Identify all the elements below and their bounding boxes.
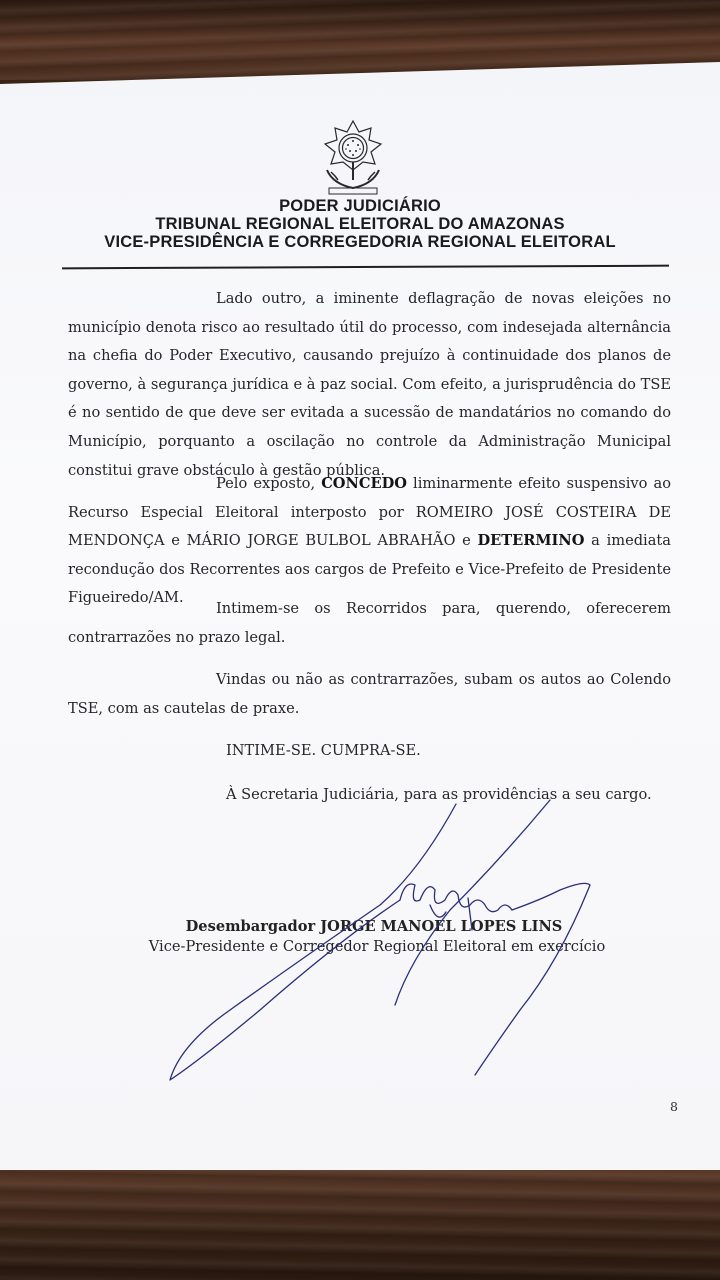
header-department: VICE-PRESIDÊNCIA E CORREGEDORIA REGIONAL ELEITORAL xyxy=(104,233,616,251)
decision-concedo: CONCEDO xyxy=(321,475,407,492)
paragraph-remittance: Vindas ou não as contrarrazões, subam os autos ao Colendo TSE, com as cautelas de praxe. xyxy=(68,671,671,717)
header-court: TRIBUNAL REGIONAL ELEITORAL DO AMAZONAS xyxy=(155,215,565,233)
signatory-name: Desembargador JORGE MANOEL LOPES LINS xyxy=(185,918,563,935)
order-line: INTIME-SE. CUMPRA-SE. xyxy=(226,742,421,759)
secretariat-line: À Secretaria Judiciária, para as providências a seu cargo. xyxy=(226,786,652,803)
page-number: 8 xyxy=(670,1099,678,1114)
brasao-republica-icon xyxy=(313,118,393,198)
decision-determino: DETERMINO xyxy=(477,532,585,550)
decision-text-e: a imediata recondução dos Recorrentes aos cargos de Prefeito e Vice-Prefeito de Presidente Figueiredo/AM. xyxy=(68,532,671,607)
paragraph-intimation: Intimem-se os Recorridos para, querendo, oferecerem contrarrazões no prazo legal. xyxy=(68,600,671,646)
header-institution: PODER JUDICIÁRIO xyxy=(279,197,441,215)
paragraph-reasoning: Lado outro, a iminente deflagração de novas eleições no município denota risco ao resultado útil do processo, com indesejada alternância na chefia do Poder Executivo, causando prejuízo à continuidade dos planos de governo, à segurança jurídica e à paz social. Com efeito, a jurisprudência do TSE é no sentido de que deve ser evitada a sucessão de mandatários no comando do Município, porquanto a oscilação no controle da Administração Municipal constitui grave obstáculo à gestão pública. xyxy=(68,290,671,479)
decision-text-c: liminarmente efeito suspensivo ao Recurso Especial Eleitoral interposto por ROMEIRO JOSÉ COSTEIRA DE MENDONÇA e MÁRIO JORGE BULBOL ABRAHÃO e xyxy=(68,475,671,550)
decision-text-a: Pelo exposto, xyxy=(216,475,322,492)
desk-surface-bottom xyxy=(0,1165,720,1280)
paragraph-decision xyxy=(68,470,671,613)
signatory-role: Vice-Presidente e Corregedor Regional Eleitoral em exercício xyxy=(148,938,606,955)
